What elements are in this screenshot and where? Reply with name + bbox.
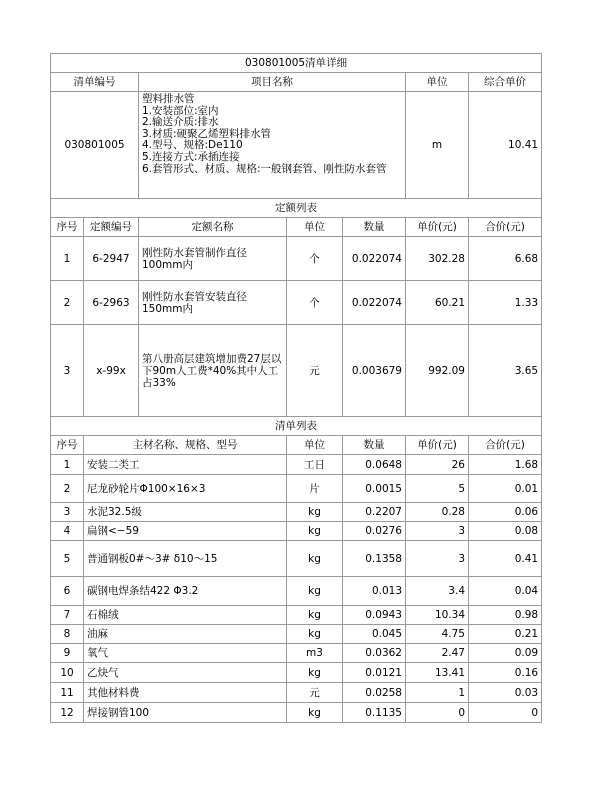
material-seq: 4 (51, 522, 84, 541)
material-row (51, 703, 542, 723)
material-unit: kg (287, 503, 343, 522)
material-unit: kg (287, 606, 343, 625)
material-name: 安装二类工 (84, 455, 287, 475)
item-unit: m (406, 92, 469, 199)
material-unit: kg (287, 577, 343, 606)
material-row (51, 503, 542, 522)
material-price: 3 (406, 541, 469, 577)
material-price: 26 (406, 455, 469, 475)
quota-name: 刚性防水套管制作直径100mm内 (139, 237, 287, 281)
quota-total: 6.68 (469, 237, 542, 281)
quota-title-row (51, 199, 542, 218)
quota-name: 刚性防水套管安装直径150mm内 (139, 281, 287, 325)
material-qty: 0.045 (343, 625, 406, 644)
material-qty: 0.0276 (343, 522, 406, 541)
materials-header-price: 单价(元) (406, 436, 469, 455)
material-name: 油麻 (84, 625, 287, 644)
bill-header-row (51, 73, 542, 92)
quota-seq: 1 (51, 237, 84, 281)
item-description: 塑料排水管 1.安装部位:室内 2.输送介质:排水 3.材质:硬聚乙烯塑料排水管 4.型号、规格:De110 5.连接方式:承插连接 6.套管形式、材质、规格:一般钢套管、刚性防水套管 (139, 92, 406, 199)
quota-header-code: 定额编号 (84, 218, 139, 237)
material-name: 水泥32.5级 (84, 503, 287, 522)
quota-code: 6-2947 (84, 237, 139, 281)
material-price: 0 (406, 703, 469, 723)
material-seq: 7 (51, 606, 84, 625)
material-qty: 0.1358 (343, 541, 406, 577)
header-composite-price: 综合单价 (469, 73, 542, 92)
material-price: 3 (406, 522, 469, 541)
material-qty: 0.1135 (343, 703, 406, 723)
material-unit: 元 (287, 683, 343, 703)
quota-row (51, 325, 542, 417)
material-qty: 0.0648 (343, 455, 406, 475)
quota-unit: 个 (287, 237, 343, 281)
material-name: 其他材料费 (84, 683, 287, 703)
material-qty: 0.0943 (343, 606, 406, 625)
material-row (51, 577, 542, 606)
material-price: 3.4 (406, 577, 469, 606)
material-unit: 工日 (287, 455, 343, 475)
material-unit: m3 (287, 644, 343, 663)
materials-title: 清单列表 (51, 417, 542, 436)
material-total: 0.06 (469, 503, 542, 522)
material-row (51, 644, 542, 663)
material-qty: 0.013 (343, 577, 406, 606)
material-row (51, 683, 542, 703)
material-qty: 0.2207 (343, 503, 406, 522)
quota-name: 第八册高层建筑增加费27层以下90m人工费*40%其中人工占33% (139, 325, 287, 417)
material-unit: kg (287, 522, 343, 541)
material-row (51, 455, 542, 475)
material-row (51, 625, 542, 644)
header-unit: 单位 (406, 73, 469, 92)
quota-price: 302.28 (406, 237, 469, 281)
header-bill-code: 清单编号 (51, 73, 139, 92)
material-total: 0.09 (469, 644, 542, 663)
material-qty: 0.0121 (343, 663, 406, 683)
materials-header-seq: 序号 (51, 436, 84, 455)
quota-total: 1.33 (469, 281, 542, 325)
material-seq: 11 (51, 683, 84, 703)
material-unit: kg (287, 541, 343, 577)
materials-header-name: 主材名称、规格、型号 (84, 436, 287, 455)
materials-header-qty: 数量 (343, 436, 406, 455)
material-qty: 0.0362 (343, 644, 406, 663)
material-price: 10.34 (406, 606, 469, 625)
quota-total: 3.65 (469, 325, 542, 417)
material-unit: kg (287, 625, 343, 644)
quota-code: x-99x (84, 325, 139, 417)
bill-title: 030801005清单详细 (51, 54, 542, 73)
material-price: 13.41 (406, 663, 469, 683)
item-price: 10.41 (469, 92, 542, 199)
material-total: 0.21 (469, 625, 542, 644)
quota-unit: 个 (287, 281, 343, 325)
material-seq: 10 (51, 663, 84, 683)
material-unit: kg (287, 703, 343, 723)
material-seq: 8 (51, 625, 84, 644)
bill-code: 030801005 (51, 92, 139, 199)
material-seq: 9 (51, 644, 84, 663)
material-name: 焊接钢管100 (84, 703, 287, 723)
materials-header-unit: 单位 (287, 436, 343, 455)
material-name: 乙炔气 (84, 663, 287, 683)
material-total: 0 (469, 703, 542, 723)
quota-seq: 3 (51, 325, 84, 417)
material-seq: 3 (51, 503, 84, 522)
material-total: 0.03 (469, 683, 542, 703)
materials-header-row (51, 436, 542, 455)
material-total: 1.68 (469, 455, 542, 475)
material-name: 碳钢电焊条结422 Φ3.2 (84, 577, 287, 606)
quota-seq: 2 (51, 281, 84, 325)
material-row (51, 606, 542, 625)
bill-detail-table (50, 53, 542, 723)
material-qty: 0.0258 (343, 683, 406, 703)
quota-qty: 0.003679 (343, 325, 406, 417)
quota-header-total: 合价(元) (469, 218, 542, 237)
material-row (51, 522, 542, 541)
material-seq: 12 (51, 703, 84, 723)
quota-header-qty: 数量 (343, 218, 406, 237)
quota-row (51, 281, 542, 325)
materials-header-total: 合价(元) (469, 436, 542, 455)
material-row (51, 475, 542, 503)
quota-qty: 0.022074 (343, 237, 406, 281)
material-total: 0.98 (469, 606, 542, 625)
material-name: 扁钢<−59 (84, 522, 287, 541)
quota-price: 60.21 (406, 281, 469, 325)
material-name: 尼龙砂轮片Φ100×16×3 (84, 475, 287, 503)
bill-item-row (51, 92, 542, 199)
material-qty: 0.0015 (343, 475, 406, 503)
material-seq: 2 (51, 475, 84, 503)
material-name: 氧气 (84, 644, 287, 663)
quota-header-row (51, 218, 542, 237)
material-unit: kg (287, 663, 343, 683)
quota-qty: 0.022074 (343, 281, 406, 325)
bill-title-row (51, 54, 542, 73)
material-total: 0.16 (469, 663, 542, 683)
quota-unit: 元 (287, 325, 343, 417)
material-seq: 5 (51, 541, 84, 577)
material-total: 0.08 (469, 522, 542, 541)
quota-price: 992.09 (406, 325, 469, 417)
quota-header-seq: 序号 (51, 218, 84, 237)
quota-title: 定额列表 (51, 199, 542, 218)
quota-header-price: 单价(元) (406, 218, 469, 237)
header-item-name: 项目名称 (139, 73, 406, 92)
material-price: 4.75 (406, 625, 469, 644)
material-name: 石棉绒 (84, 606, 287, 625)
materials-title-row (51, 417, 542, 436)
quota-code: 6-2963 (84, 281, 139, 325)
quota-header-unit: 单位 (287, 218, 343, 237)
material-seq: 6 (51, 577, 84, 606)
material-price: 2.47 (406, 644, 469, 663)
material-seq: 1 (51, 455, 84, 475)
material-price: 1 (406, 683, 469, 703)
material-price: 0.28 (406, 503, 469, 522)
material-total: 0.01 (469, 475, 542, 503)
material-row (51, 541, 542, 577)
material-total: 0.41 (469, 541, 542, 577)
quota-header-name: 定额名称 (139, 218, 287, 237)
material-name: 普通钢板0#～3# δ10～15 (84, 541, 287, 577)
material-row (51, 663, 542, 683)
material-total: 0.04 (469, 577, 542, 606)
material-unit: 片 (287, 475, 343, 503)
quota-row (51, 237, 542, 281)
material-price: 5 (406, 475, 469, 503)
